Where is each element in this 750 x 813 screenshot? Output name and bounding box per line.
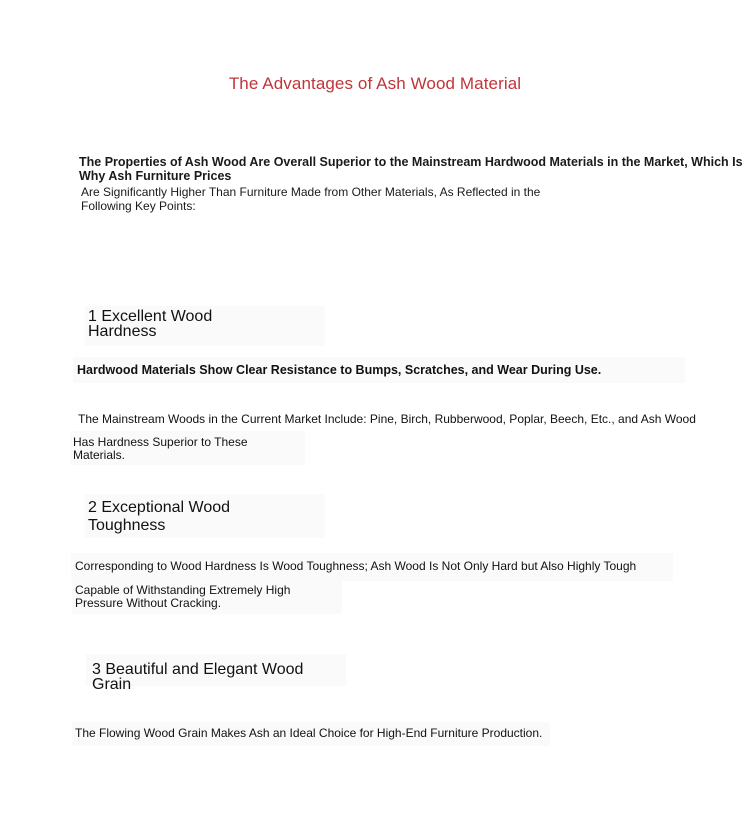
toughness-paragraph-2: Capable of Withstanding Extremely High Pressure Without Cracking. <box>75 583 291 610</box>
hardness-paragraph-2b: Has Hardness Superior to These Materials. <box>73 435 248 462</box>
intro-text: Are Significantly Higher Than Furniture Made from Other Materials, As Reflected in the Following Key Points: <box>81 185 541 213</box>
section-heading-grain: 3 Beautiful and Elegant Wood Grain <box>92 661 304 693</box>
toughness-paragraph-1: Corresponding to Wood Hardness Is Wood Toughness; Ash Wood Is Not Only Hard but Also Highly Tough <box>75 559 637 573</box>
intro-text-bold: The Properties of Ash Wood Are Overall Superior to the Mainstream Hardwood Materials in the Market, Which Is Why Ash Furniture Prices <box>79 155 743 183</box>
section-heading-hardness: 1 Excellent Wood Hardness <box>88 308 213 340</box>
page-title: The Advantages of Ash Wood Material <box>228 74 522 93</box>
hardness-paragraph-2a: The Mainstream Woods in the Current Market Include: Pine, Birch, Rubberwood, Poplar, Beech, Etc., and Ash Wood <box>78 412 696 426</box>
section-heading-toughness: 2 Exceptional Wood Toughness <box>88 499 231 534</box>
grain-paragraph-1: The Flowing Wood Grain Makes Ash an Ideal Choice for High-End Furniture Production. <box>75 726 543 740</box>
hardness-paragraph-1: Hardwood Materials Show Clear Resistance to Bumps, Scratches, and Wear During Use. <box>77 363 602 377</box>
